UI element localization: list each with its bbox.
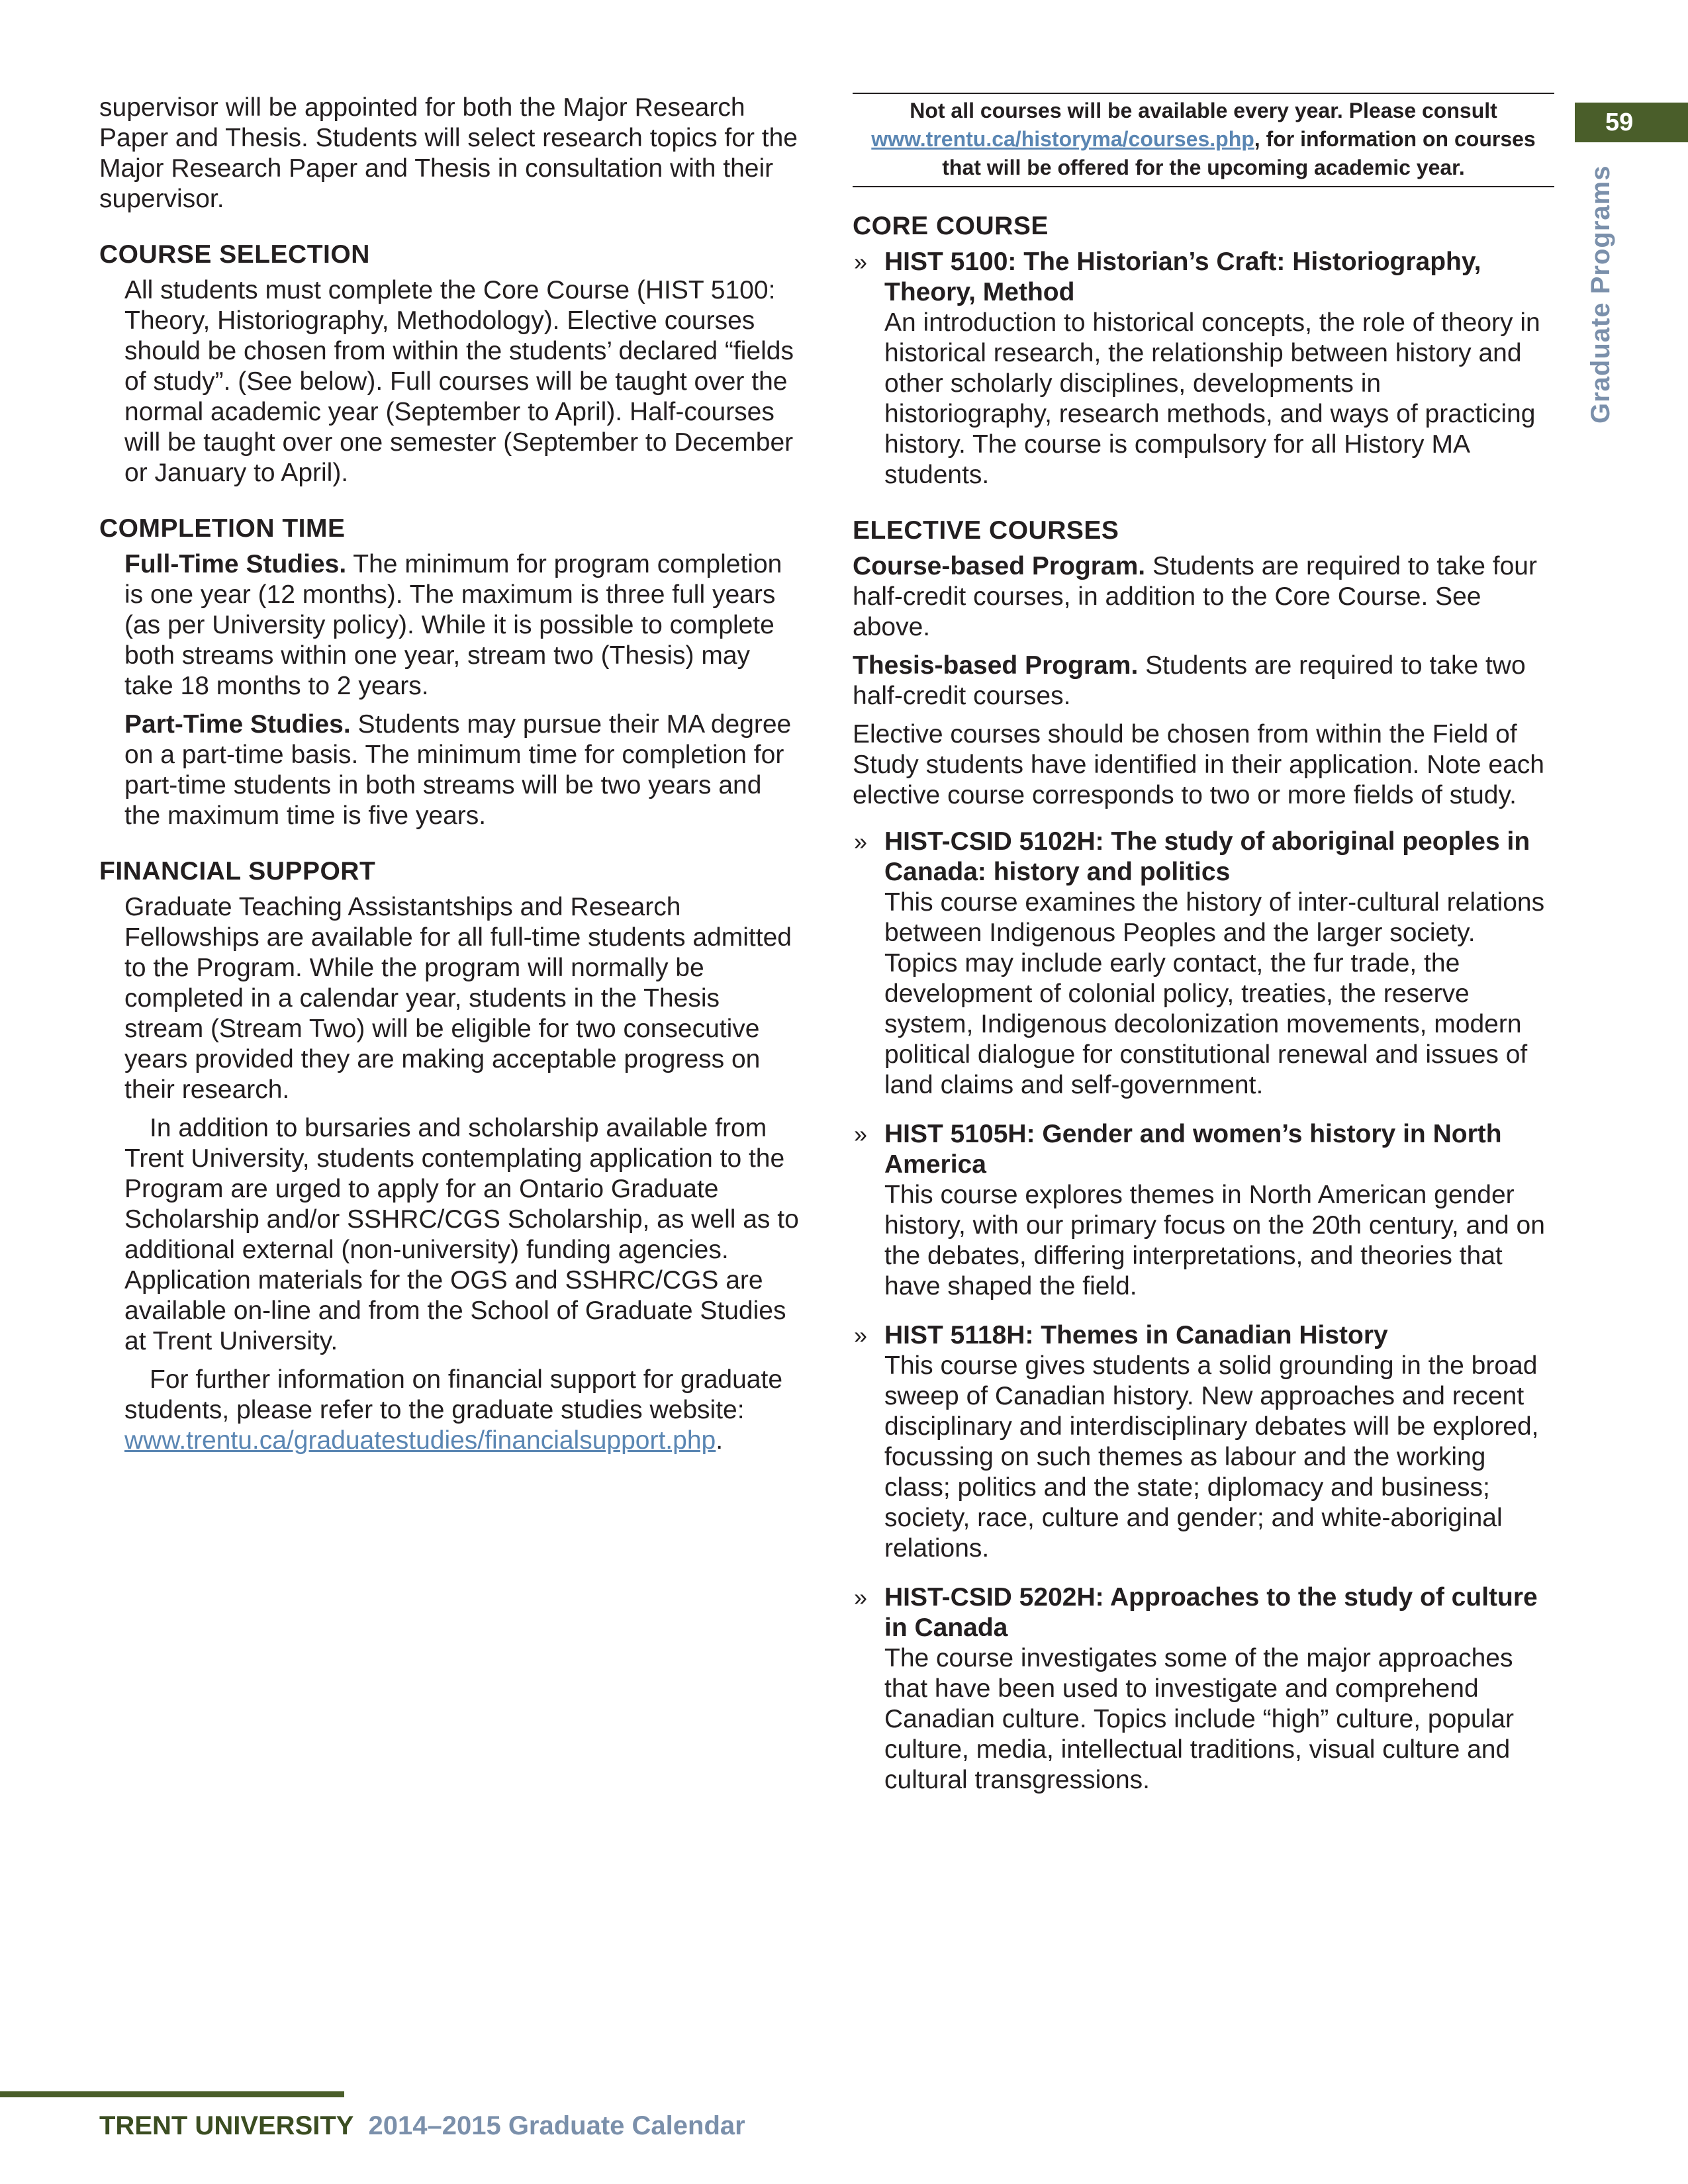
thesis-based-label: Thesis-based Program. [853,651,1139,680]
core-course-entry [853,247,1554,490]
course-title: HIST 5105H: Gender and women’s history in North America [884,1120,1502,1179]
bullet-marker: » [854,828,868,855]
part-time-text: Students may pursue their MA degree on a part-time basis. The minimum time for completion for part-time students in both streams will be two years and the maximum time is five years. [124,710,792,830]
notice-text-after: , for information on courses that will be offered for the upcoming academic year. [942,127,1536,179]
financial-support-heading: FINANCIAL SUPPORT [99,857,376,886]
bullet-marker: » [854,248,868,275]
financial-support-para-3-end: . [716,1426,724,1455]
course-description: The course investigates some of the major approaches that have been used to investigate and comprehend Canadian culture. Topics include “high” culture, popular culture, media, intellectual traditions, visual culture and cultural transgressions. [884,1644,1515,1794]
full-time-label: Full-Time Studies. [124,550,347,578]
course-description: This course examines the history of inter-cultural relations between Indigenous Peoples and the larger society. Topics may include early contact, the fur trade, the development of colonial policy, treaties, the reserve system, Indigenous decolonization movements, modern political dialogue for constitutional renewal and issues of land claims and self-government. [884,888,1545,1099]
notice-text-before: Not all courses will be available every year. Please consult [910,99,1497,122]
footer-calendar: 2014–2015 Graduate Calendar [368,2111,745,2140]
footer-accent-bar [0,2091,344,2097]
right-column [853,93,1554,1814]
course-title: HIST-CSID 5202H: Approaches to the study of culture in Canada [884,1583,1538,1642]
full-time-paragraph [124,549,801,702]
left-column [99,93,801,1464]
completion-time-heading: COMPLETION TIME [99,514,346,543]
financial-support-para-1: Graduate Teaching Assistantships and Research Fellowships are available for all full-time students admitted to the Program. While the program will normally be completed in a calendar year, students in the Thesis stream (Stream Two) will be eligible for two consecutive years provided they are making acceptable progress on their research. [124,893,792,1104]
elective-course-entry [853,1119,1554,1302]
availability-notice [853,93,1554,187]
footer [99,2111,745,2141]
course-title: HIST 5100: The Historian’s Craft: Historiography, Theory, Method [884,248,1481,306]
course-title: HIST-CSID 5102H: The study of aboriginal peoples in Canada: history and politics [884,827,1530,886]
bullet-marker: » [854,1584,868,1611]
completion-time-section [99,549,801,831]
course-description: An introduction to historical concepts, the role of theory in historical research, the relationship between history and other scholarly disciplines, developments in historiography, research methods, and ways of practicing history. The course is compulsory for all History MA students. [884,308,1540,489]
core-course-heading: CORE COURSE [853,212,1049,240]
bullet-marker: » [854,1120,868,1148]
elective-course-entry [853,827,1554,1101]
elective-note: Elective courses should be chosen from within the Field of Study students have identified in their application. Note each elective course corresponds to two or more fields of study. [853,720,1545,809]
thesis-based-paragraph [853,651,1554,711]
intro-continuation: supervisor will be appointed for both the Major Research Paper and Thesis. Students will select research topics for the Major Research Paper and Thesis in consultation with their supervisor. [99,93,798,213]
financial-support-section [99,892,801,1456]
financial-support-link[interactable]: www.trentu.ca/graduatestudies/financialsupport.php [124,1426,716,1455]
financial-support-para-3-text: For further information on financial support for graduate students, please refer to the graduate studies website: [124,1365,783,1424]
part-time-paragraph [124,709,801,831]
course-selection-heading: COURSE SELECTION [99,240,370,269]
course-title: HIST 5118H: Themes in Canadian History [884,1321,1388,1349]
full-time-text: The minimum for program completion is one year (12 months). The maximum is three full years (as per University policy). While it is possible to complete both streams within one year, stream two (Thesis) may take 18 months to 2 years. [124,550,782,700]
course-based-text: Students are required to take four half-credit courses, in addition to the Core Course. See above. [853,552,1537,641]
page-number: 59 [1605,108,1634,136]
elective-courses-heading: ELECTIVE COURSES [853,516,1119,545]
elective-course-entry [853,1320,1554,1564]
course-description: This course explores themes in North American gender history, with our primary focus on the 20th century, and on the debates, differing interpretations, and theories that have shaped the field. [884,1181,1545,1300]
course-based-label: Course-based Program. [853,552,1146,580]
financial-support-para-2: In addition to bursaries and scholarship available from Trent University, students contemplating application to the Program are urged to apply for an Ontario Graduate Scholarship and/or SSHRC/CGS Scholarship, as well as to additional external (non-university) funding agencies. Application materials for the OGS and SSHRC/CGS are available on-line and from the School of Graduate Studies at Trent University. [124,1114,799,1355]
page-number-tab [1575,103,1688,142]
elective-course-entry [853,1582,1554,1796]
part-time-label: Part-Time Studies. [124,710,351,739]
footer-university: TRENT UNIVERSITY [99,2111,354,2140]
thesis-based-text: Students are required to take two half-credit courses. [853,651,1526,710]
bullet-marker: » [854,1322,868,1349]
section-side-label: Graduate Programs [1586,165,1615,424]
courses-link[interactable]: www.trentu.ca/historyma/courses.php [871,127,1254,151]
financial-support-para-3 [124,1365,801,1456]
course-based-paragraph [853,551,1554,643]
course-selection-section [99,275,801,488]
course-description: This course gives students a solid grounding in the broad sweep of Canadian history. New approaches and recent disciplinary and interdisciplinary debates will be explored, focussing on such themes as labour and the working class; politics and the state; diplomacy and business; society, race, culture and gender; and white-aboriginal relations. [884,1351,1539,1563]
course-selection-body: All students must complete the Core Course (HIST 5100: Theory, Historiography, Methodology). Elective courses should be chosen from within the students’ declared “fields of study”. (See below). Full courses will be taught over the normal academic year (September to April). Half-courses will be taught over one semester (September to December or January to April). [124,276,794,487]
